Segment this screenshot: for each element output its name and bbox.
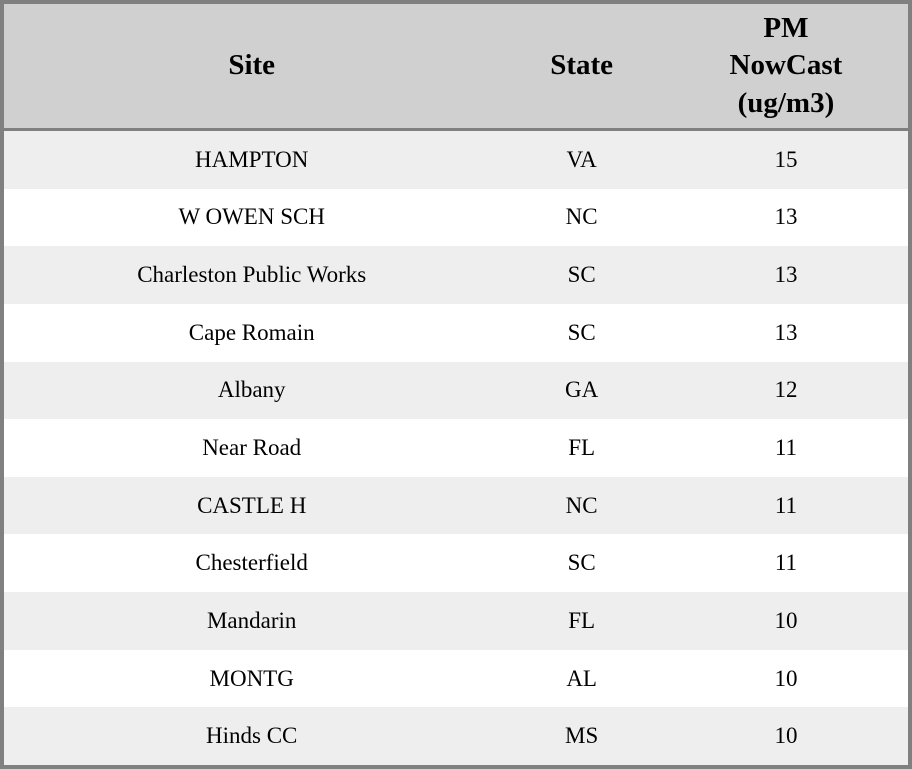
column-header-state-label: State [550,49,614,82]
table-row [4,246,908,304]
column-header-site-label: Site [228,49,276,82]
site-cell: Albany [217,377,286,403]
table-row [4,592,908,650]
pm-nowcast-cell: 10 [774,723,798,749]
pm-nowcast-cell: 12 [774,377,798,403]
state-cell: SC [567,550,596,576]
column-header-site [4,47,499,84]
site-cell: Hinds CC [206,723,298,749]
pm-nowcast-cell: 13 [774,319,798,345]
table-row [4,304,908,362]
site-cell: W OWEN SCH [178,204,325,230]
column-header-state [499,47,664,84]
state-cell: SC [567,262,596,288]
site-cell: Cape Romain [188,319,315,345]
table-row [4,477,908,535]
table-row [4,419,908,477]
pm-nowcast-cell: 10 [774,665,798,691]
pm-nowcast-cell: 11 [774,550,798,576]
site-cell: Mandarin [206,607,297,633]
site-cell: CASTLE H [197,492,307,518]
table-row [4,362,908,420]
site-cell: Charleston Public Works [137,262,367,288]
pm-nowcast-cell: 13 [774,262,798,288]
pm-nowcast-cell: 13 [774,204,798,230]
state-cell: NC [565,204,598,230]
state-cell: SC [567,319,596,345]
state-cell: VA [566,146,597,172]
site-cell: Chesterfield [195,550,308,576]
column-header-pm-nowcast [664,10,908,121]
table-row [4,534,908,592]
table-row [4,131,908,189]
table-row [4,189,908,247]
state-cell: MS [565,723,599,749]
state-cell: FL [568,607,596,633]
pm-nowcast-cell: 11 [774,435,798,461]
state-cell: FL [568,435,596,461]
table-row [4,650,908,708]
site-cell: HAMPTON [195,146,309,172]
pm-nowcast-cell: 10 [774,607,798,633]
site-cell: Near Road [202,435,302,461]
table-header-row [4,4,908,131]
state-cell: GA [565,377,599,403]
column-header-pm-nowcast-label: PM NowCast (ug/m3) [729,12,843,119]
state-cell: NC [565,492,598,518]
pm-nowcast-cell: 15 [774,146,798,172]
table-body [4,131,908,765]
pm-nowcast-cell: 11 [774,492,798,518]
table-row [4,707,908,765]
site-cell: MONTG [209,665,294,691]
state-cell: AL [566,665,597,691]
